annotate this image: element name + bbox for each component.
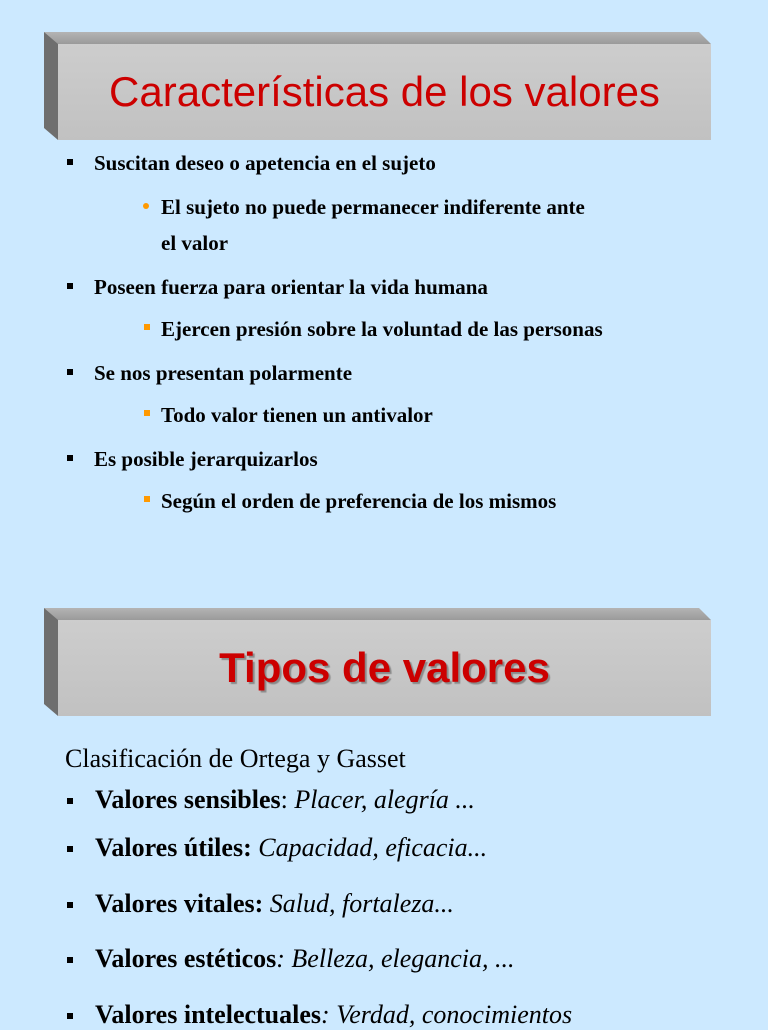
list-item	[95, 889, 454, 919]
value-type-name: Valores vitales:	[95, 889, 264, 918]
square-bullet-icon	[67, 159, 73, 165]
title-box-bevel-top	[44, 608, 711, 620]
title-box-bevel-top	[44, 32, 711, 44]
list-item: Es posible jerarquizarlos	[94, 447, 318, 471]
list-item	[95, 944, 515, 974]
value-type-name: Valores intelectuales	[95, 1000, 322, 1029]
list-item: Suscitan deseo o apetencia en el sujeto	[94, 151, 436, 175]
slide-title: Tipos de valores	[219, 644, 550, 691]
value-type-name: Valores sensibles	[95, 785, 281, 814]
classification-intro: Clasificación de Ortega y Gasset	[65, 744, 406, 773]
square-bullet-icon	[67, 846, 73, 852]
orange-square-bullet-icon	[144, 410, 150, 416]
slide-title: Características de los valores	[109, 68, 660, 115]
list-item: Se nos presentan polarmente	[94, 361, 353, 385]
title-box-face	[58, 44, 711, 140]
sub-item: Ejercen presión sobre la voluntad de las personas	[161, 317, 603, 341]
separator: :	[280, 785, 295, 814]
sub-item: Todo valor tienen un antivalor	[161, 403, 433, 427]
list-item	[95, 785, 475, 815]
list-item: Poseen fuerza para orientar la vida humana	[94, 275, 488, 299]
square-bullet-icon	[67, 957, 73, 963]
value-examples: Belleza, elegancia, ...	[291, 944, 515, 973]
square-bullet-icon	[67, 455, 73, 461]
orange-square-bullet-icon	[144, 324, 150, 330]
slide-tipos	[0, 580, 768, 1029]
value-examples: Placer, alegría ...	[294, 785, 475, 814]
orange-square-bullet-icon	[144, 496, 150, 502]
value-examples: Verdad, conocimientos	[336, 1000, 573, 1029]
sub-item: Según el orden de preferencia de los mismos	[161, 489, 557, 513]
separator: :	[276, 944, 292, 973]
title-box	[44, 608, 711, 716]
square-bullet-icon	[67, 283, 73, 289]
list-item	[95, 1000, 572, 1030]
list-item	[95, 833, 487, 863]
value-type-name: Valores estéticos	[95, 944, 277, 973]
square-bullet-icon	[67, 798, 73, 804]
separator: :	[321, 1000, 337, 1029]
value-examples: Capacidad, eficacia...	[258, 833, 488, 862]
square-bullet-icon	[67, 369, 73, 375]
title-box-bevel-left	[44, 608, 58, 716]
square-bullet-icon	[67, 902, 73, 908]
title-box-face	[58, 620, 711, 716]
value-type-name: Valores útiles:	[95, 833, 252, 862]
sub-item: El sujeto no puede permanecer indiferente ante	[161, 195, 585, 219]
title-box-bevel-left	[44, 32, 58, 140]
value-examples: Salud, fortaleza...	[269, 889, 454, 918]
square-bullet-icon	[67, 1013, 73, 1019]
sub-item-continuation: el valor	[161, 231, 229, 255]
title-box	[44, 32, 711, 140]
dot-bullet-icon	[143, 203, 149, 209]
